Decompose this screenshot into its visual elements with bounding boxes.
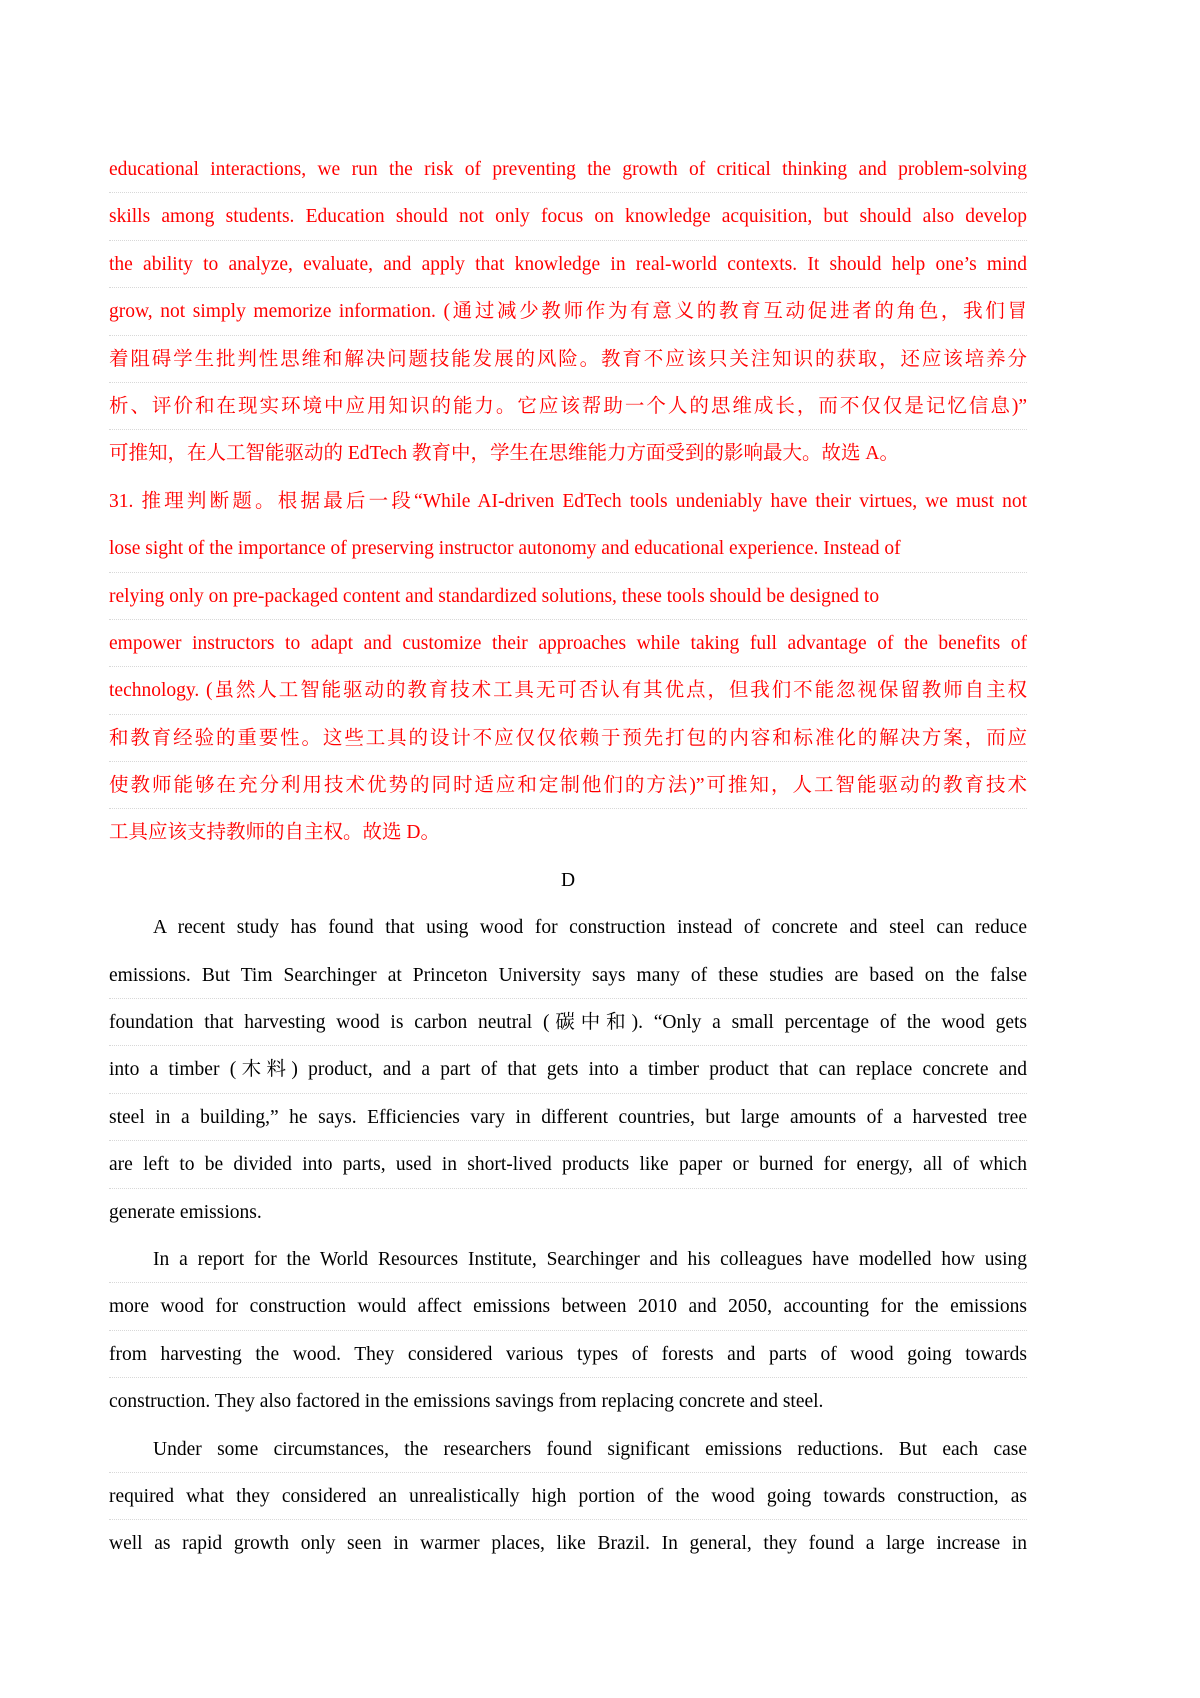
passage-line: A recent study has found that using wood for construction instead of concrete and steel can reduce [153,917,1027,939]
passage-heading: D [560,869,576,891]
explanation-line: 可推知，在人工智能驱动的 EdTech 教育中，学生在思维能力方面受到的影响最大。故选 A。 [109,443,899,465]
passage-line: required what they considered an unrealistically high portion of the wood going towards construction, as [109,1473,1027,1520]
passage-line: from harvesting the wood. They considered various types of forests and parts of wood going towards [109,1331,1027,1378]
page-content [109,146,1027,1568]
explanation-line: skills among students. Education should not only focus on knowledge acquisition, but should also develop [109,193,1027,240]
explanation-line: empower instructors to adapt and customize their approaches while taking full advantage of the benefits of [109,620,1027,667]
passage-line: construction. They also factored in the emissions savings from replacing concrete and steel. [109,1391,824,1413]
passage-line: Under some circumstances, the researchers found significant emissions reductions. But each case [109,1426,1027,1473]
passage-line: foundation that harvesting wood is carbon neutral (碳中和). “Only a small percentage of the wood gets [109,999,1027,1046]
passage-line: In a report for the World Resources Institute, Searchinger and his colleagues have modelled how using [109,1236,1027,1283]
explanation-line: 着阻碍学生批判性思维和解决问题技能发展的风险。教育不应该只关注知识的获取，还应该培养分 [109,336,1027,383]
explanation-line: 和教育经验的重要性。这些工具的设计不应仅仅依赖于预先打包的内容和标准化的解决方案，而应 [109,715,1027,762]
explanation-line: 析、评价和在现实环境中应用知识的能力。它应该帮助一个人的思维成长，而不仅仅是记忆信息)” [109,383,1027,430]
passage-line: emissions. But Tim Searchinger at Princeton University says many of these studies are based on the false [109,952,1027,999]
explanation-line: educational interactions, we run the risk of preventing the growth of critical thinking and problem-solving [109,146,1027,193]
explanation-line: 使教师能够在充分利用技术优势的同时适应和定制他们的方法)”可推知，人工智能驱动的教育技术 [109,762,1027,809]
passage-line: into a timber (木料) product, and a part of that gets into a timber product that can replace concrete and [109,1046,1027,1093]
passage-line: are left to be divided into parts, used in short-lived products like paper or burned for energy, all of which [109,1141,1027,1188]
explanation-line: relying only on pre-packaged content and standardized solutions, these tools should be designed to [109,573,1027,620]
passage-d [109,857,1027,1568]
explanation-line: 工具应该支持教师的自主权。故选 D。 [109,822,440,844]
explanation-line-question-31: 31. 推理判断题。根据最后一段“While AI-driven EdTech tools undeniably have their virtues, we must not [109,490,1027,512]
answer-explanation [109,146,1027,857]
explanation-line: lose sight of the importance of preserving instructor autonomy and educational experience. Instead of [109,525,1027,572]
explanation-line: grow, not simply memorize information. (通过减少教师作为有意义的教育互动促进者的角色，我们冒 [109,288,1027,335]
passage-line: well as rapid growth only seen in warmer places, like Brazil. In general, they found a large increase in [109,1533,1027,1555]
explanation-line: technology. (虽然人工智能驱动的教育技术工具无可否认有其优点，但我们不能忽视保留教师自主权 [109,667,1027,714]
passage-line: steel in a building,” he says. Efficiencies vary in different countries, but large amounts of a harvested tree [109,1094,1027,1141]
passage-line: generate emissions. [109,1201,262,1223]
explanation-line: the ability to analyze, evaluate, and apply that knowledge in real-world contexts. It should help one’s mind [109,241,1027,288]
passage-line: more wood for construction would affect emissions between 2010 and 2050, accounting for the emissions [109,1283,1027,1330]
